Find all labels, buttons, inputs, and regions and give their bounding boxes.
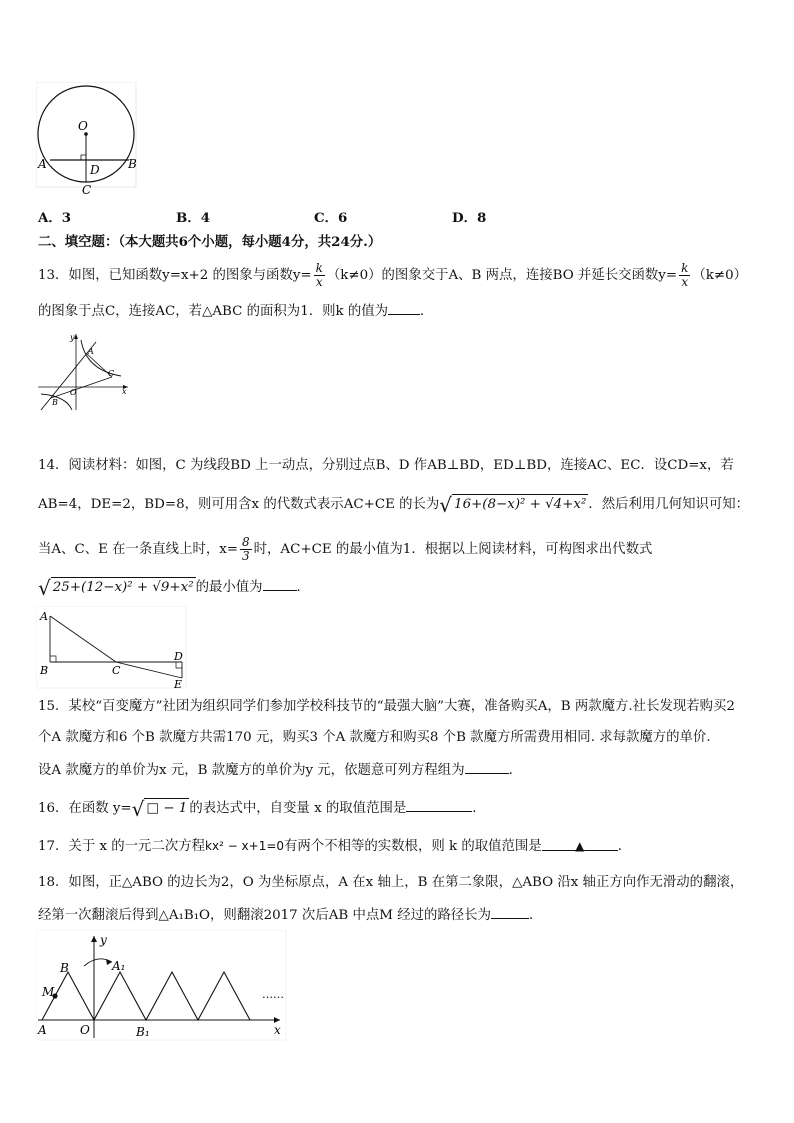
- option-c: C．6: [314, 210, 348, 226]
- q18-line1: 18．如图，正△ABO 的边长为2，O 为坐标原点，A 在x 轴上，B 在第二象限，△ABO 沿x 轴正方向作无滑动的翻滚，: [38, 875, 744, 890]
- q18-label-M: M: [42, 985, 55, 999]
- q13-fraction-2: $\frac{k}{x}$: [681, 261, 689, 289]
- q13-label-A: A: [88, 347, 94, 356]
- label-C: C: [82, 183, 92, 197]
- q14-label-C: C: [112, 664, 121, 677]
- q14-figure: [36, 606, 196, 690]
- q17-answer-blank: [542, 836, 618, 851]
- q15-line3: 设A 款魔方的单价为x 元，B 款魔方的单价为y 元，依题意可列方程组为 .: [38, 759, 764, 781]
- q16-radical: □ − 1: [144, 798, 189, 819]
- q13-label-x: x: [122, 387, 127, 396]
- q18-line2: 经第一次翻滚后得到△A₁B₁O，则翻滚2017 次后AB 中点M 经过的路径长为 ．: [38, 904, 764, 926]
- q14-line3: 当A、C、E 在一条直线上时，x= $\frac{8}{3}$ 时，AC+CE 的最小值为1．根据以上阅读材料，可构图求出代数式: [38, 535, 653, 563]
- q15-line1: 15．某校“百变魔方”社团为组织同学们参加学校科技节的“最强大脑”大赛，准备购买A，B 两款魔方.社长发现若购买2: [38, 699, 735, 714]
- q14-expr1: 16+(8−x)² + √4+x²: [452, 494, 588, 515]
- q13-line2: 的图象于点C，连接AC，若△ABC 的面积为1．则k 的值为 ．: [38, 300, 764, 322]
- option-a: A．3: [38, 210, 72, 226]
- q14-line4: √ 25+(12−x)² + √9+x² 的最小值为 ．: [38, 576, 310, 600]
- q16-answer-blank: [406, 797, 472, 812]
- q18-label-x: x: [274, 1023, 281, 1037]
- q15-answer-blank: [465, 759, 509, 774]
- q13-answer-blank: [388, 300, 420, 315]
- q13-line1: 13．如图，已知函数y=x+2 的图象与函数y= $\frac{k}{x}$ （k≠0）的图象交于A、B 两点，连接BO 并延长交函数y= $\frac{k}{x}$ （k≠0）: [38, 261, 747, 289]
- label-B: B: [128, 157, 137, 171]
- q14-line1: 14．阅读材料：如图，C 为线段BD 上一动点，分别过点B、D 作AB⊥BD，ED⊥BD，连接AC、EC．设CD=x，若: [38, 458, 734, 473]
- label-O: O: [78, 119, 88, 133]
- q13-graph: [36, 332, 136, 412]
- q13-fraction-1: $\frac{k}{x}$: [315, 261, 323, 289]
- circle-figure: [36, 82, 146, 197]
- option-d: D．8: [452, 210, 487, 226]
- q18-label-B1: B₁: [136, 1025, 150, 1039]
- q18-label-A: A: [38, 1023, 47, 1037]
- q18-label-B: B: [60, 961, 69, 975]
- q13-label-y: y: [70, 333, 75, 342]
- q14-label-B: B: [40, 664, 49, 677]
- q14-label-A: A: [40, 610, 48, 623]
- q13-label-C: C: [108, 369, 115, 378]
- option-b: B．4: [176, 210, 211, 226]
- section-title: 二、填空题：（本大题共6个小题，每小题4分，共24分.）: [38, 234, 382, 250]
- label-A: A: [38, 157, 47, 171]
- q14-expr2: 25+(12−x)² + √9+x²: [51, 577, 196, 598]
- q14-answer-blank: [263, 576, 297, 591]
- q18-answer-blank: [491, 904, 529, 919]
- q14-label-E: E: [174, 678, 183, 690]
- q18-figure: [36, 930, 292, 1042]
- q14-line2: AB=4，DE=2，BD=8，则可用含x 的代数式表示AC+CE 的长为√ 16+(8−x)² + √4+x² ．然后利用几何知识可知：: [38, 493, 750, 517]
- q17-equation: kx² − x+1=0: [205, 839, 285, 853]
- q13-label-B: B: [52, 398, 58, 407]
- q13-label-O: O: [70, 388, 77, 397]
- q18-ellipsis: ……: [262, 988, 284, 1001]
- triangle-mark-icon: ▲: [575, 839, 585, 853]
- q15-line2: 个A 款魔方和6 个B 款魔方共需170 元，购买3 个A 款魔方和购买8 个B 款魔方所需费用相同. 求每款魔方的单价.: [38, 730, 711, 745]
- q16-line: 16．在函数 y=√ □ − 1 的表达式中，自变量 x 的取值范围是 ．: [38, 797, 486, 821]
- label-D: D: [90, 163, 100, 177]
- q18-label-y: y: [100, 933, 107, 947]
- q17-line: 17．关于 x 的一元二次方程kx² − x+1=0有两个不相等的实数根，则 k 的取值范围是 ▲ ．: [38, 836, 764, 857]
- q18-label-A1: A₁: [112, 959, 126, 973]
- q14-label-D: D: [174, 650, 183, 663]
- q14-fraction: $\frac{8}{3}$: [242, 535, 250, 563]
- q18-label-O: O: [80, 1023, 90, 1037]
